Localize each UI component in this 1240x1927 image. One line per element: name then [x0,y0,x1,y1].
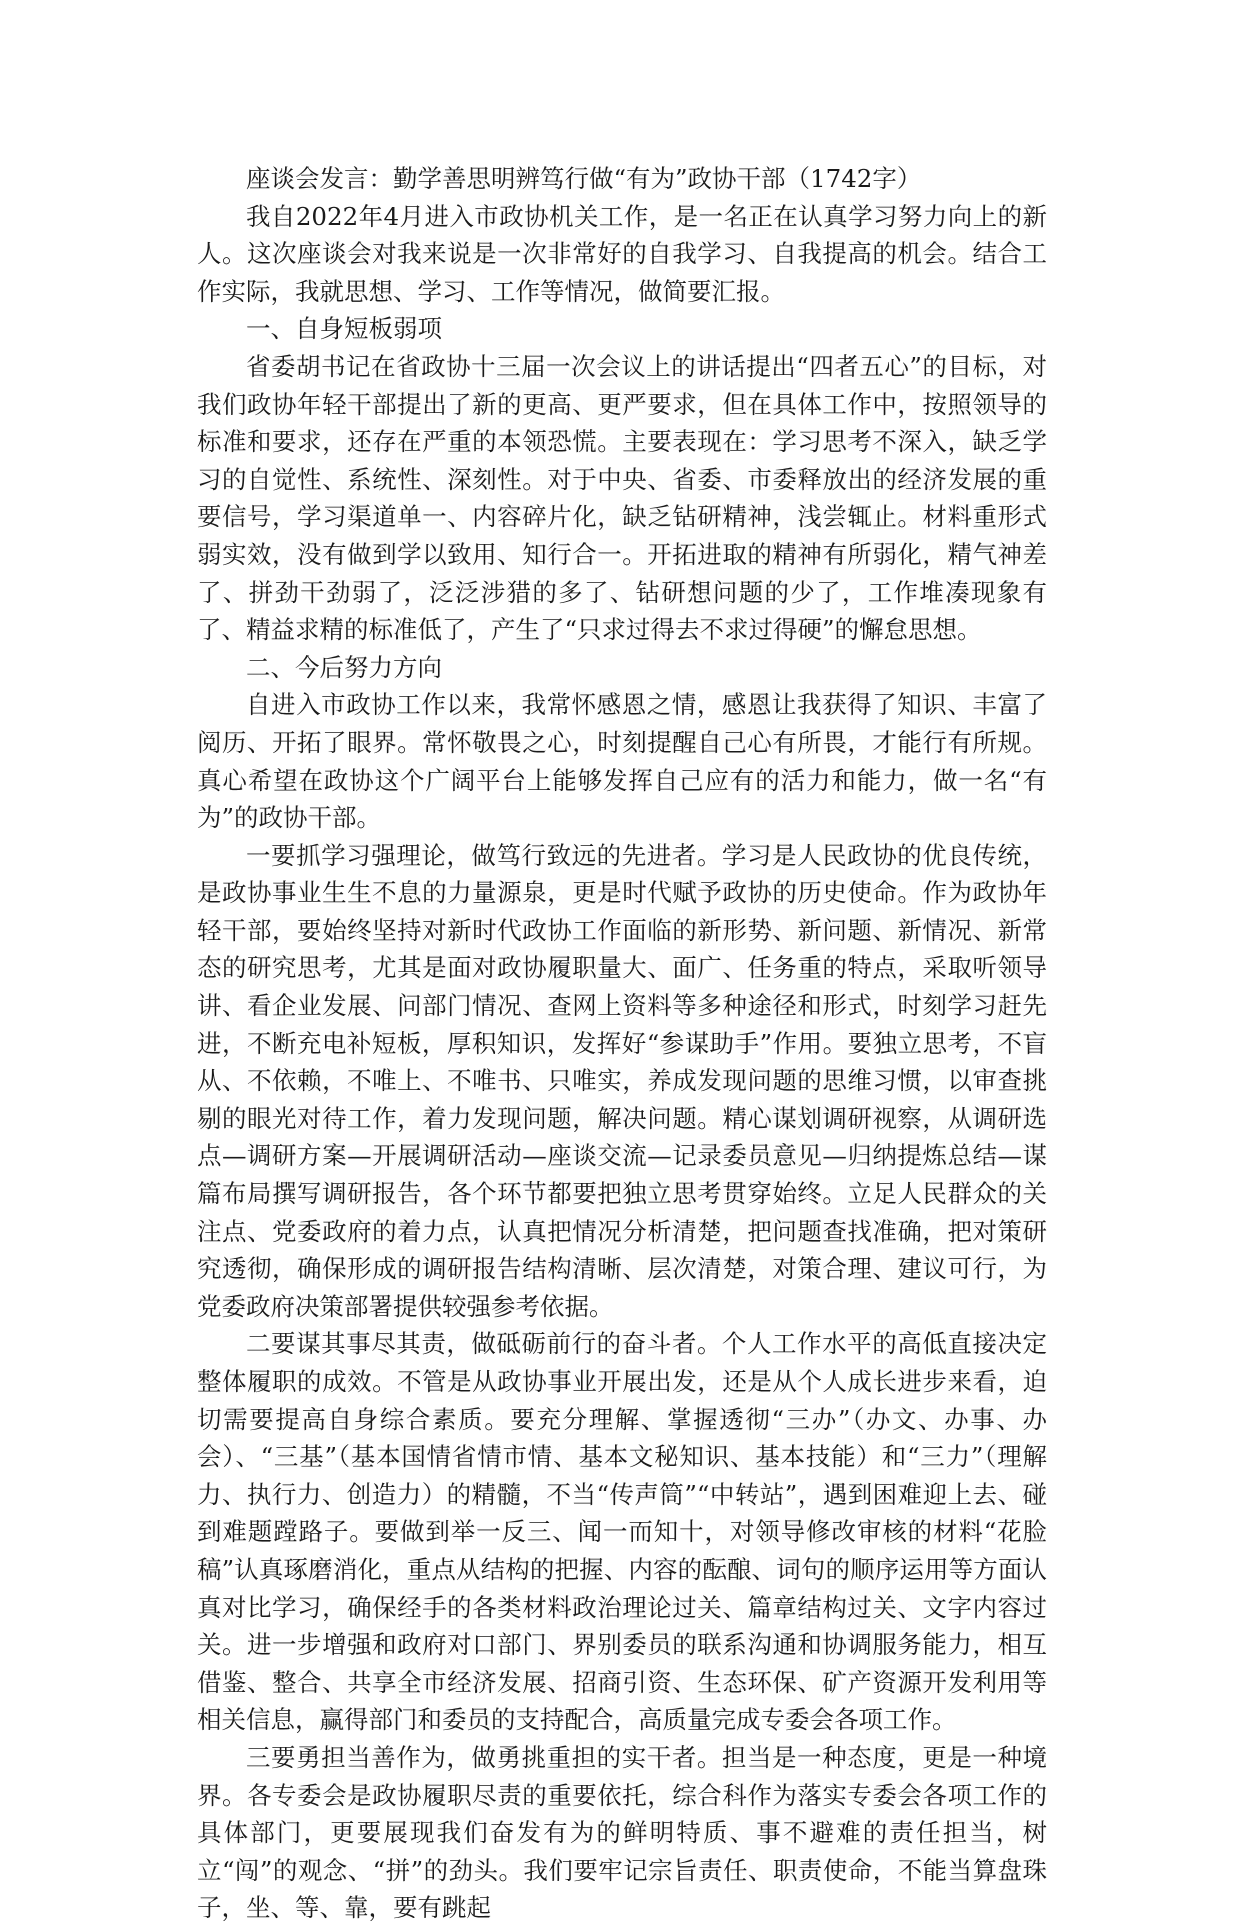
section-heading-1: 一、自身短板弱项 [246,314,442,344]
paragraph-point-3: 三要勇担当善作为，做勇挑重担的实干者。担当是一种态度，更是一种境界。各专委会是政协履职尽责的重要依托，综合科作为落实专委会各项工作的具体部门，更要展现我们奋发有为的鲜明特质、事不避难的责任担当，树立“闯”的观念、“拼”的劲头。我们要牢记宗旨责任、职责使命，不能当算盘珠子，坐、等、靠，要有跳起 [197,1742,1047,1923]
document-page [197,160,1047,1927]
paragraph-point-2: 二要谋其事尽其责，做砥砺前行的奋斗者。个人工作水平的高低直接决定整体履职的成效。不管是从政协事业开展出发，还是从个人成长进步来看，迫切需要提高自身综合素质。要充分理解、掌握透彻“三办”（办文、办事、办会）、“三基”（基本国情省情市情、基本文秘知识、基本技能）和“三力”（理解力、执行力、创造力）的精髓，不当“传声筒”“中转站”，遇到困难迎上去、碰到难题蹚路子。要做到举一反三、闻一而知十，对领导修改审核的材料“花脸稿”认真琢磨消化，重点从结构的把握、内容的酝酿、词句的顺序运用等方面认真对比学习，确保经手的各类材料政治理论过关、篇章结构过关、文字内容过关。进一步增强和政府对口部门、界别委员的联系沟通和协调服务能力，相互借鉴、整合、共享全市经济发展、招商引资、生态环保、矿产资源开发利用等相关信息，赢得部门和委员的支持配合，高质量完成专委会各项工作。 [197,1329,1047,1735]
paragraph-point-1: 一要抓学习强理论，做笃行致远的先进者。学习是人民政协的优良传统，是政协事业生生不息的力量源泉，更是时代赋予政协的历史使命。作为政协年轻干部，要始终坚持对新时代政协工作面临的新形势、新问题、新情况、新常态的研究思考，尤其是面对政协履职量大、面广、任务重的特点，采取听领导讲、看企业发展、问部门情况、查网上资料等多种途径和形式，时刻学习赶先进，不断充电补短板，厚积知识，发挥好“参谋助手”作用。要独立思考，不盲从、不依赖，不唯上、不唯书、只唯实，养成发现问题的思维习惯，以审查挑剔的眼光对待工作，着力发现问题，解决问题。精心谋划调研视察，从调研选点—调研方案—开展调研活动—座谈交流—记录委员意见—归纳提炼总结—谋篇布局撰写调研报告，各个环节都要把独立思考贯穿始终。立足人民群众的关注点、党委政府的着力点，认真把情况分析清楚，把问题查找准确，把对策研究透彻，确保形成的调研报告结构清晰、层次清楚，对策合理、建议可行，为党委政府决策部署提供较强参考依据。 [197,840,1047,1321]
document-title: 座谈会发言：勤学善思明辨笃行做“有为”政协干部（1742字） [246,164,922,193]
paragraph-intro: 我自2022年4月进入市政协机关工作，是一名正在认真学习努力向上的新人。这次座谈会对我来说是一次非常好的自我学习、自我提高的机会。结合工作实际，我就思想、学习、工作等情况，做简要汇报。 [197,201,1047,306]
paragraph-gratitude: 自进入市政协工作以来，我常怀感恩之情，感恩让我获得了知识、丰富了阅历、开拓了眼界。常怀敬畏之心，时刻提醒自己心有所畏，才能行有所规。真心希望在政协这个广阔平台上能够发挥自己应有的活力和能力，做一名“有为”的政协干部。 [197,690,1047,833]
paragraph-shortcomings: 省委胡书记在省政协十三届一次会议上的讲话提出“四者五心”的目标，对我们政协年轻干部提出了新的更高、更严要求，但在具体工作中，按照领导的标准和要求，还存在严重的本领恐慌。主要表现在：学习思考不深入，缺乏学习的自觉性、系统性、深刻性。对于中央、省委、市委释放出的经济发展的重要信号，学习渠道单一、内容碎片化，缺乏钻研精神，浅尝辄止。材料重形式弱实效，没有做到学以致用、知行合一。开拓进取的精神有所弱化，精气神差了、拼劲干劲弱了，泛泛涉猎的多了、钻研想问题的少了，工作堆凑现象有了、精益求精的标准低了，产生了“只求过得去不求过得硬”的懈怠思想。 [197,351,1047,645]
section-heading-2: 二、今后努力方向 [246,652,442,682]
